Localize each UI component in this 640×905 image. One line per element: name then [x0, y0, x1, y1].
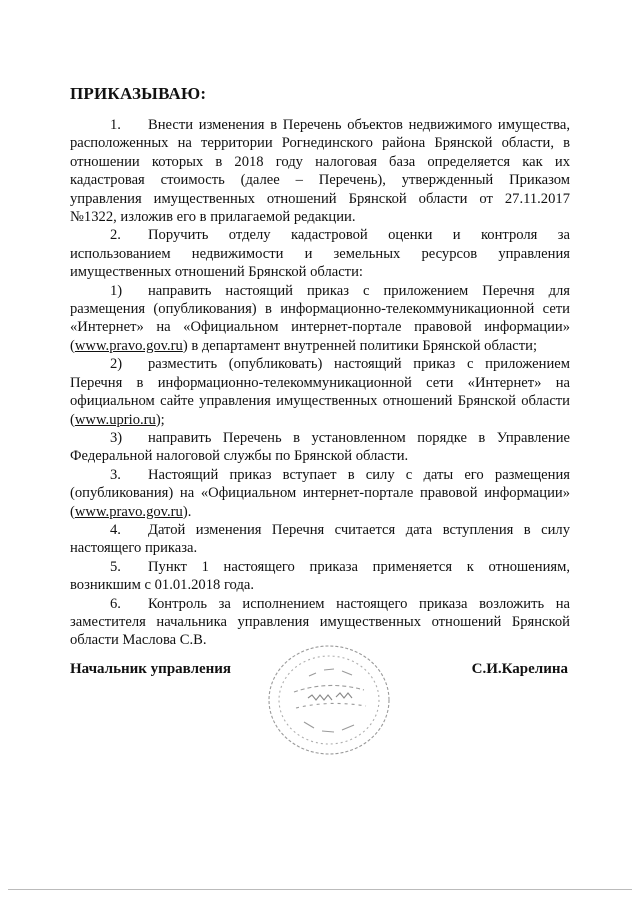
document-body: [70, 116, 570, 650]
paragraph-number: 1.: [110, 117, 121, 133]
paragraph-number: 3.: [110, 466, 121, 483]
paragraph-2: [70, 226, 570, 281]
page-bottom-rule: [8, 889, 632, 890]
subparagraph-2-2: [70, 355, 570, 429]
paragraph-number: 2.: [110, 227, 121, 244]
paragraph-text: Поручить отделу кадастровой оценки и контроля за использованием недвижимости и земельных ресурсов управления имущественных отношений Брянской области:: [70, 227, 570, 281]
pravo-link[interactable]: www.pravo.gov.ru: [74, 337, 183, 354]
paragraph-text: направить Перечень в установленном порядке в Управление Федеральной налоговой службы по Брянской области.: [70, 429, 570, 465]
paragraph-text: Контроль за исполнением настоящего приказа возложить на заместителя начальника управления имущественных отношений Брянской области Маслова С.В.: [70, 595, 570, 649]
signatory-title: Начальник управления: [70, 661, 232, 677]
paragraph-3: [70, 466, 570, 521]
paragraph-number: 5.: [110, 558, 121, 575]
paragraph-4: [70, 521, 570, 558]
order-heading: ПРИКАЗЫВАЮ:: [70, 84, 207, 103]
paragraph-text: ) в департамент внутренней политики Брянской области;: [182, 337, 537, 354]
official-seal-icon: [264, 640, 394, 760]
paragraph-text: );: [155, 411, 165, 428]
pravo-link[interactable]: www.pravo.gov.ru: [74, 503, 183, 520]
paragraph-number: 4.: [110, 521, 121, 538]
paragraph-text: ).: [182, 503, 192, 520]
paragraph-text: Внести изменения в Перечень объектов недвижимого имущества, расположенных на территории Рогнединского района Брянской области, в отношении которых в 2018 году налоговая база определяется как их кадастровая стоимость (далее – Перечень), утвержденный Приказом управления имущественных отношений Брянской области от 27.11.2017 №1322, изложив его в прилагаемой редакции.: [70, 117, 570, 226]
paragraph-number: 3): [110, 429, 123, 446]
paragraph-text: Датой изменения Перечня считается дата вступления в силу настоящего приказа.: [70, 521, 570, 557]
paragraph-number: 1): [110, 282, 123, 299]
paragraph-text: разместить (опубликовать) настоящий приказ с приложением Перечня в информационно-телекоммуникационной сети «Интернет» на официальном сайте управления имущественных отношений Брянской области (: [70, 356, 570, 428]
paragraph-number: 2): [110, 356, 123, 373]
uprio-link[interactable]: www.uprio.ru: [74, 411, 156, 428]
paragraph-text: Пункт 1 настоящего приказа применяется к отношениям, возникшим с 01.01.2018 года.: [70, 558, 570, 594]
paragraph-number: 6.: [110, 595, 121, 612]
subparagraph-2-3: [70, 429, 570, 466]
paragraph-text: направить настоящий приказ с приложением Перечня для размещения (опубликования) в информационно-телекоммуникационной сети «Интернет» на «Официальном интернет-портале правовой информации» (: [70, 282, 570, 354]
paragraph-1: [70, 116, 570, 226]
paragraph-5: [70, 558, 570, 595]
subparagraph-2-1: [70, 282, 570, 356]
signatory-name: С.И.Карелина: [471, 661, 568, 677]
paragraph-text: Настоящий приказ вступает в силу с даты его размещения (опубликования) на «Официальном интернет-портале правовой информации» (: [70, 466, 570, 520]
